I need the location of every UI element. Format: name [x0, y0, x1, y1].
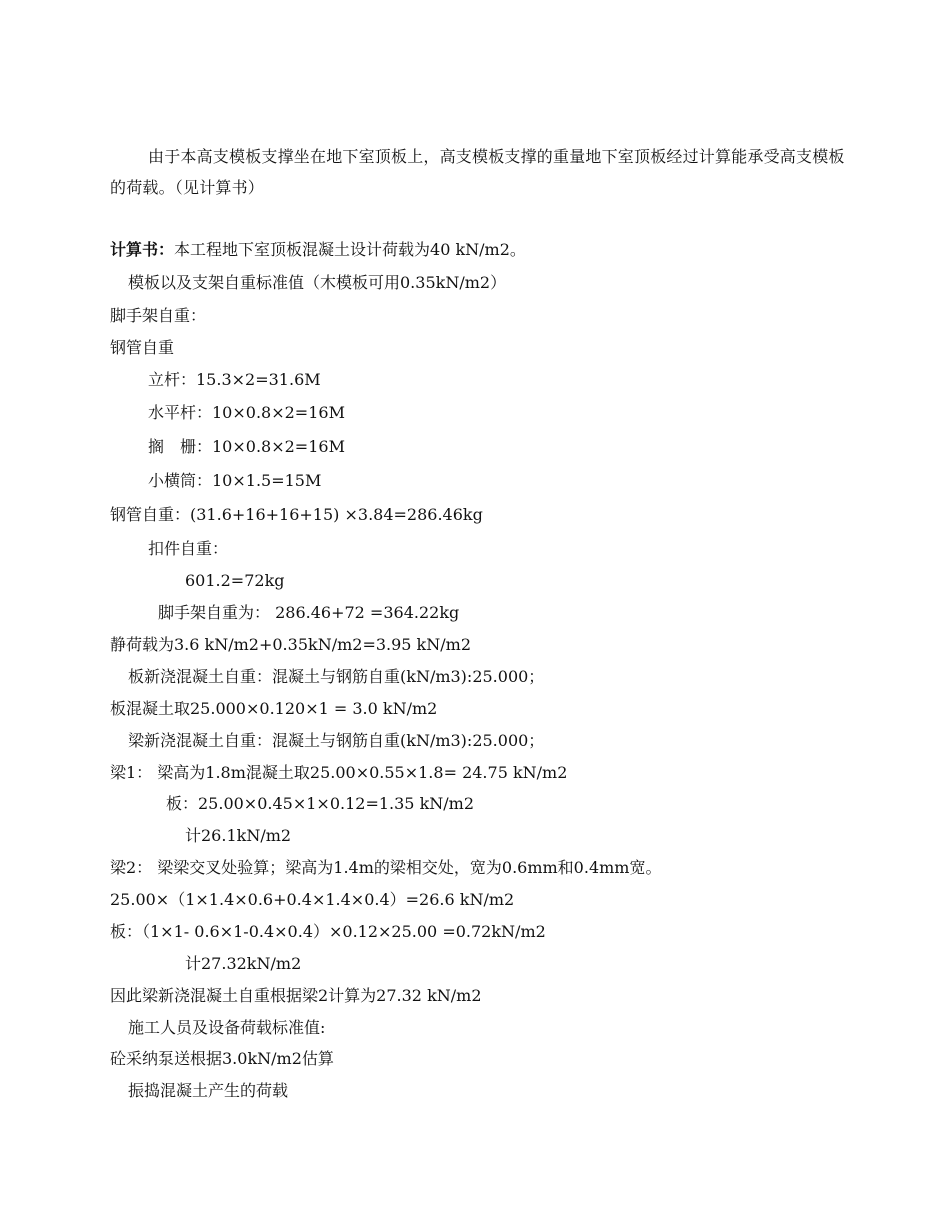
text-line: 板新浇混凝土自重：混凝土与钢筋自重(kN/m3):25.000； [128, 667, 545, 686]
text-line: 因此梁新浇混凝土自重根据梁2计算为27.32 kN/m2 [110, 986, 482, 1005]
text-line: 本工程地下室顶板混凝土设计荷载为40 kN/m2。 [174, 240, 526, 259]
text-line: 施工人员及设备荷载标准值: [128, 1018, 326, 1037]
text-line: 601.2=72kg [185, 571, 285, 590]
text-line: 模板以及支架自重标准值（木模板可用0.35kN/m2） [128, 273, 507, 292]
text-line: 梁2： 梁梁交叉处验算；梁高为1.4m的梁相交处，宽为0.6mm和0.4mm宽。 [110, 858, 662, 877]
text-line: 计27.32kN/m2 [185, 954, 302, 973]
text-line: 25.00×（1×1.4×0.6+0.4×1.4×0.4）=26.6 kN/m2 [110, 890, 515, 909]
text-line: 脚手架自重： [110, 306, 207, 325]
calc-heading: 计算书： [110, 240, 175, 259]
calc-first-line [110, 238, 526, 262]
text-line: 板混凝土取25.000×0.120×1 = 3.0 kN/m2 [110, 699, 438, 718]
text-line: 砼采纳泵送根据3.0kN/m2估算 [110, 1049, 334, 1068]
text-line: 水平杆：10×0.8×2=16M [148, 403, 345, 422]
text-line: 振捣混凝土产生的荷载 [128, 1081, 289, 1100]
intro-paragraph: 由于本高支模板支撑坐在地下室顶板上，高支模板支撑的重量地下室顶板经过计算能承受高支模板的荷载。（见计算书） [110, 147, 845, 197]
text-line: 计26.1kN/m2 [185, 826, 292, 845]
text-line: 扣件自重： [148, 539, 229, 558]
text-line: 搁 栅：10×0.8×2=16M [148, 437, 345, 456]
text-line: 小横筒：10×1.5=15M [148, 471, 322, 490]
text-line: 板：（1×1- 0.6×1-0.4×0.4）×0.12×25.00 =0.72kN/m2 [110, 922, 546, 941]
text-line: 立杆：15.3×2=31.6M [148, 370, 321, 389]
text-line: 梁1： 梁高为1.8m混凝土取25.00×0.55×1.8= 24.75 kN/m2 [110, 763, 568, 782]
text-line: 脚手架自重为： 286.46+72 =364.22kg [158, 603, 460, 622]
text-line: 钢管自重：(31.6+16+16+15) ×3.84=286.46kg [110, 505, 483, 524]
text-line: 板：25.00×0.45×1×0.12=1.35 kN/m2 [166, 794, 475, 813]
text-line: 静荷载为3.6 kN/m2+0.35kN/m2=3.95 kN/m2 [110, 635, 471, 654]
text-line: 梁新浇混凝土自重：混凝土与钢筋自重(kN/m3):25.000； [128, 731, 545, 750]
text-line: 钢管自重 [110, 338, 175, 357]
